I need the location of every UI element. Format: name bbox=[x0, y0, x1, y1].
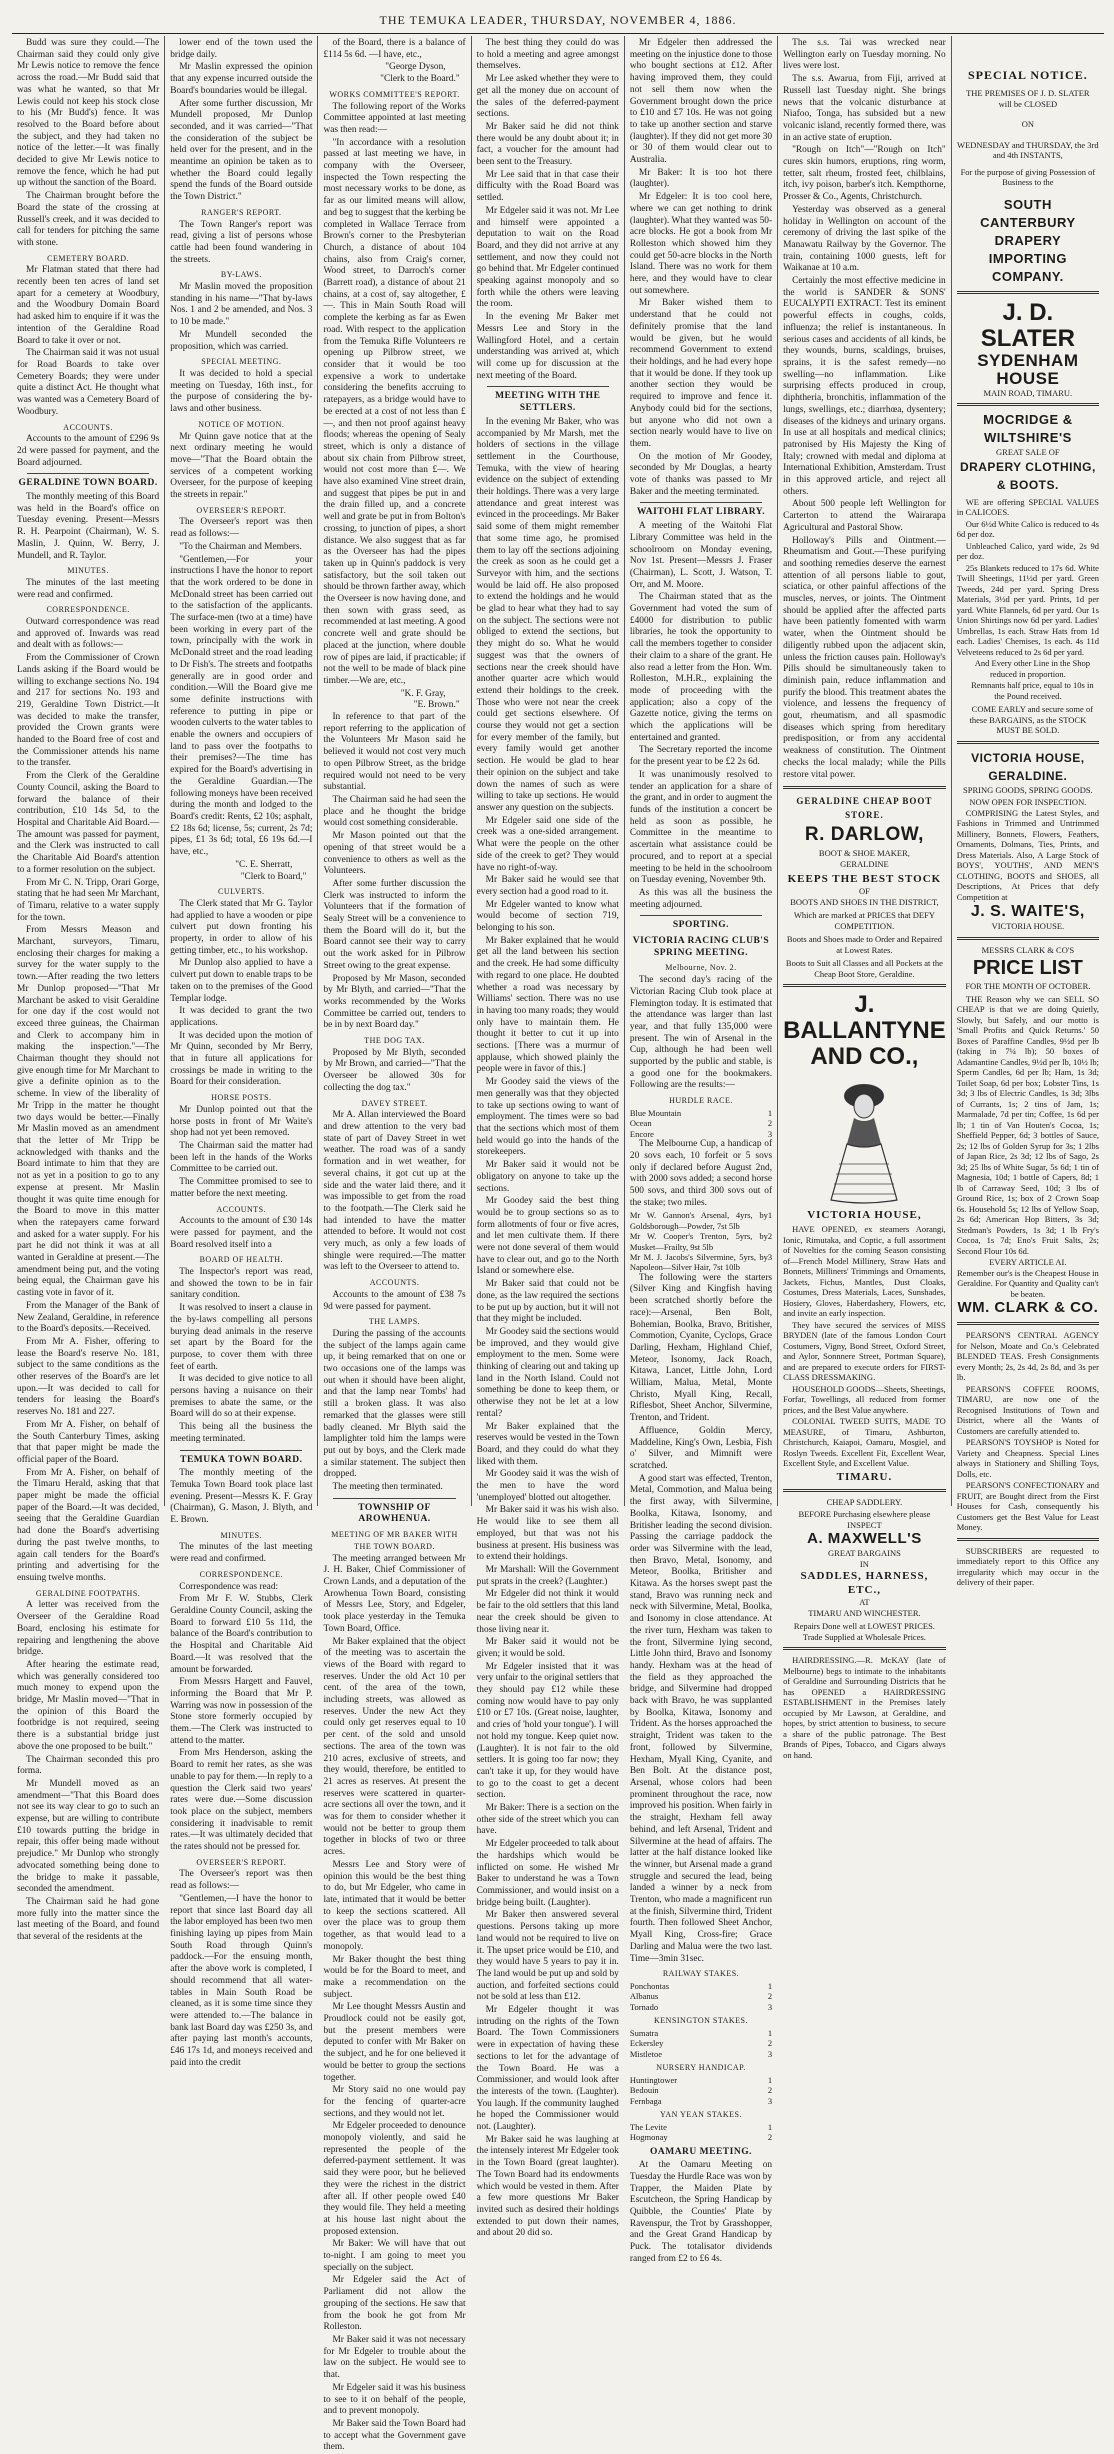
ad-text: MESSRS CLARK & CO'S bbox=[981, 944, 1075, 955]
paragraph: As this was all the business the meeting adjourned. bbox=[629, 887, 773, 910]
paragraph: From the Manager of the Bank of New Zealand, Geraldine, in reference to the Board's deposits.—Received. bbox=[17, 1300, 160, 1335]
paragraph: Mr Edgeler then addressed the meeting on the injustice done to those who bought sections at £12. After having improved them, they could not sell them now when the Government brought down the price to £10 and £7 10s. He was not going to take up another section and starve (laughter). If they did not get more 30 or 30 of them would clear out to Australia. bbox=[629, 38, 773, 166]
advert-pearson: PEARSON'S COFFEE ROOMS, TIMARU, are now one of the Recognised Institutions of Town and District, where all the Wants of Customers are carefully attended to. bbox=[956, 1383, 1099, 1436]
result-row: Hogmonay 2 bbox=[629, 2132, 773, 2143]
ad-text: Repairs Done well at LOWEST PRICES. bbox=[793, 1621, 935, 1632]
subheading: SPECIAL MEETING. bbox=[201, 357, 282, 367]
divider bbox=[783, 1489, 946, 1492]
subheading: RAILWAY STAKES. bbox=[662, 1969, 740, 1979]
ad-text: NOW OPEN FOR INSPECTION. bbox=[969, 797, 1087, 807]
paragraph: A good start was effected, Trenton, Metal, Commotion, and Malua being the first away, with Silvermine, Boolka, Kitawa, Isonomy, and Britisher leading the second division. Passing the carriage paddock the order was Silvermine with the lead, then Bravo, Metal, Isonomy, and Meteor, Boolka, Britisher and Kitawa. As the horses swept past the stand, Bravo was running neck and neck with Silvermine, Metal, Boolka, and Isonomy in close attendance. At the river turn, Hexham was taken to the front, Silvermine lying second, Little John third, Bravo and Isonomy handy. Hexham was at the head of the field as they approached the bridge, and Silvermine had dropped back with Bravo, he was supplanted by Boolka, Kitawa, Isonomy and Trident. As the horses approached the straight, Trident was taken to the front, followed by Silvermine, Hexham, Myall King, Cyanite, and Ben Bolt. At the distance post, Arsenal, whose colors had been prominent throughout the race, now improved his position. When fairly in the straight, Hexham fell away behind, and left Arsenal, Trident and Silvermine at the head of affairs. The latter at the half distance looked like the winner, but Arsenal made a grand struggle and secured the lead, being landed a winner by a neck from Trenton, who made a magnificent run at the finish, Silvermine third, Trident fourth. Then followed Sheet Anchor, Myall King, Cross-fire; Grace Darling and Malua were the two last. Time—3min 31sec. bbox=[629, 1473, 773, 1964]
ad-text: HAVE OPENED, ex steamers Aorangi, Ionic, Rimutaka, and Coptic, a full assortment of Novelties for the coming Season consisting of—French Model Millinery, Straw Hats and Bonnets, Milliners' Trimmings and Ornaments, Jackets, Fichus, Mantles, Dust Cloaks, Costumes, Dress Materials, Laces, Sunshades, Hosiery, Gloves, Haberdashery, Flowers, etc, and invite an early inspection. bbox=[783, 1224, 946, 1319]
subheading: THE LAMPS. bbox=[368, 1317, 421, 1327]
paragraph: Mr A. Allan interviewed the Board and drew attention to the very bad state of part of Davey Street in wet weather. The road was of a sandy formation and in wet weather, for several chains, it got cut up at the side and the water laid there, and it was impossible to get from the road to the footpath.—The Clerk said he had intended to have the matter attended to before. It would not cost very much, as only a few loads of shingle were required.—The matter was left to the Overseer to attend to. bbox=[323, 1110, 466, 1273]
result-row: Encore 3 bbox=[629, 1128, 773, 1139]
paragraph: Mr Baker thought the best thing would be for the Board to meet, and make a recommendation on the subject. bbox=[323, 1954, 466, 2000]
paragraph: The Overseer's report was then read as follows:— bbox=[170, 517, 313, 540]
result-row: The Levite 1 bbox=[629, 2121, 773, 2132]
subheading: NURSERY HANDICAP. bbox=[656, 2063, 746, 2073]
paragraph: The Chairman said he had gone more fully into the matter since the last meeting of the Board, and found that several of the residents at the bbox=[17, 1896, 160, 1943]
subheading: HORSE POSTS. bbox=[211, 1093, 272, 1103]
column-1 bbox=[12, 36, 165, 1943]
subheading: NOTICE OF MOTION. bbox=[198, 419, 285, 429]
paragraph: The Chairman seconded this pro forma. bbox=[17, 1754, 160, 1777]
subheading: CORRESPONDENCE. bbox=[46, 605, 130, 615]
ad-text: COME EARLY and secure some of these BARGAINS, as the STOCK MUST BE SOLD. bbox=[969, 704, 1094, 735]
paragraph: "Rough on Itch"—"Rough on Itch" cures skin humors, eruptions, ring worm, tetter, salt rheum, frosted feet, chilblains, itch, ivy poison, barber's itch. Kempthorne, Prosser & Co., Agents, Christchurch. bbox=[783, 145, 946, 203]
dateline: Melbourne, Nov. 2. bbox=[665, 963, 737, 973]
paragraph: Mr Baker then answered several questions. Persons taking up more land would not be required to live on it. The upset price would be £10, and they would have 5 years to pay it in. The land would be put up and sold by auction, and forfeited sections could not be sold at less than £12. bbox=[476, 1910, 619, 2003]
paragraph: of the Board, there is a balance of £114 5s 6d. —I have, etc., bbox=[323, 38, 466, 60]
paragraph: Mr Edgeler insisted that it was very unfair to the original settlers that they should pay £12 while these coming now would have to pay only £10 or £7 10s. (Great noise, laughter, and cries of 'hold your tongue'). I will not hold my tongue. Keep quiet now. (Laughter). It is not fair to the old settlers. It is going too far now; they can't take it up, for they would have to go to the coast to get a decent section. bbox=[476, 1661, 619, 1801]
ad-town: GERALDINE bbox=[840, 858, 889, 869]
paragraph: After some further discussion the Clerk was instructed to inform the Volunteers that if the formation of Sealy Street will be a convenience to them the Board will do it, but the Board cannot see their way to carry out the work asked for in Pilbrow Street owing to the great expense. bbox=[323, 878, 466, 971]
paragraph: Correspondence was read: bbox=[179, 1581, 279, 1592]
article-heading: TOWNSHIP OF AROWHENUA. bbox=[358, 1502, 431, 1525]
paragraph: The monthly meeting of the Temuka Town Board took place last evening. Present—Messrs K. F. Gray (Chairman), G. Mason, J. Blyth, and E. Brown. bbox=[170, 1468, 313, 1526]
paragraph: The Chairman said he had seen the place and he thought the bridge would cost something considerable. bbox=[323, 795, 466, 829]
paragraph: Mr Marshall: Will the Government put sprats in the creek? (Laughter.) bbox=[476, 1565, 619, 1587]
divider bbox=[27, 473, 149, 474]
advert-pearson: PEARSON'S CENTRAL AGENCY for Nelson, Moate and Co.'s Celebrated BLENDED TEAS. Fresh Consignments every Month; 2s, 2s 4d, 2s 8d, and 3s per lb. bbox=[956, 1330, 1099, 1382]
result-row: Mr W. Gannon's Arsenal, 4yrs, by Goldsborough—Powder, 7st 5lb 1 bbox=[629, 1210, 773, 1231]
paragraph: Accounts to the amount of £296 9s 2d were passed for payment, and the Board adjourned. bbox=[17, 434, 160, 468]
paragraph: Mr Baker said he did not think there would be any doubt about it; in fact, a voucher for the amount had been sent to the Treasury. bbox=[476, 121, 619, 168]
ad-text: DRAPERY CLOTHING, & BOOTS. bbox=[959, 459, 1096, 492]
paragraph: Messrs Lee and Story were of opinion this would be the best thing to do, but Mr Edgeler, who came in late, intimated that it would be better to keep the sections scattered. All over the place was to group them together, as that would lead to a monopoly. bbox=[323, 1859, 466, 1952]
result-row: Fernbaga 3 bbox=[629, 2095, 773, 2106]
paragraph: The Secretary reported the income for the present year to be £2 2s 6d. bbox=[629, 745, 773, 768]
signature: "C. E. Sherratt, bbox=[235, 859, 293, 870]
paragraph: It was unanimously resolved to tender an application for a share of the grant, and in order to augment the funds of the institution a concert be held as soon as possible, he Committee in the meantime to ascertain what assistance could be procured, and to report at a special meeting to be held in the schoolroom on Tuesday evening, November 9th. bbox=[629, 769, 773, 886]
ad-title: PRICE LIST bbox=[972, 957, 1083, 979]
paragraph: From Mr A. Fisher, on behalf of the South Canterbury Times, asking that that paper might be made the official paper of the Board. bbox=[17, 1419, 160, 1465]
paragraph: Mr Quinn gave notice that at the next ordinary meeting he would move—"That the Board obtain the services of a competent working Overseer, for the purpose of keeping the streets in repair." bbox=[170, 431, 313, 501]
divider bbox=[333, 1498, 455, 1499]
ad-text: OF bbox=[858, 886, 870, 897]
paragraph: The Inspector's report was read, and showed the town to be in fair sanitary condition. bbox=[170, 1267, 313, 1301]
column-7 bbox=[952, 36, 1104, 1587]
paragraph: lower end of the town used the bridge daily. bbox=[170, 38, 313, 60]
paragraph: Mr Edgeler said one side of the creek was a one-sided arrangement. What were the people on the other side of the creek to get? They would have no right-of-way. bbox=[476, 815, 619, 873]
divider bbox=[180, 1450, 302, 1451]
paragraph: From Mr A. Fisher, offering to lease the Board's reserve No. 181, subject to the same conditions as the other reserves of the Board's are let upon.—It was decided to call for tenders for leasing the Board's reserves No. 181 and 227. bbox=[17, 1336, 160, 1418]
paragraph: Mr Baker said it was not necessary for Mr Edgeler to trouble about the law on the subject. He would see to that. bbox=[323, 2335, 466, 2381]
advert-pearson: PEARSON'S TOYSHOP is Noted for Variety and Cheapness. Special Lines always in Stationery and Shilling Toys, Dolls, etc. bbox=[956, 1437, 1099, 1479]
subheading: WORKS COMMITTEE'S REPORT. bbox=[329, 89, 460, 99]
advert-pearson: PEARSON'S CONFECTIONARY and FRUIT, are Bought direct from the First Houses for Cash, consequently his Customers get the Best Value for Least Money. bbox=[956, 1480, 1099, 1532]
paragraph: Mr Baker: It is too hot there (laughter). bbox=[629, 167, 773, 190]
subheading: CORRESPONDENCE. bbox=[199, 1569, 283, 1579]
advert-darlow bbox=[783, 794, 946, 979]
divider bbox=[640, 502, 762, 503]
paragraph: From Mr F. W. Stubbs, Clerk Geraldine County Council, asking the Board to forward £10 5s 11d, the balance of the Board's contribution to the Hospital and Charitable Aid Board.—It was resolved that the amount be forwarded. bbox=[170, 1594, 313, 1675]
paragraph: Mr Edgeler said it was not. Mr Lee and himself were appointed a deputation to wait on the Road Board, and they did not arrive at any settlement, and now they could not go behind that. Mr Edgeler continued speaking against monopoly and so forth while the others were leaving the room. bbox=[476, 205, 619, 310]
ad-text: ON bbox=[1021, 119, 1034, 129]
ad-name: MOCRIDGE & WILTSHIRE'S bbox=[983, 412, 1073, 445]
paragraph: It was decided upon the motion of Mr Quinn, seconded by Mr Berry, that in future all applications for crossings be made in writing to the Board for their consideration. bbox=[170, 1030, 313, 1088]
ad-text: WE are offering SPECIAL VALUES in CALICOES. bbox=[956, 496, 1099, 517]
divider bbox=[783, 786, 946, 789]
ad-text: Our 6½d White Calico is reduced to 4s 6d per doz. bbox=[956, 518, 1099, 539]
masthead-title: THE TEMUKA LEADER, THURSDAY, NOVEMBER 4, 1886. bbox=[379, 13, 737, 27]
paragraph: Mr Baker said it would not be given; it would be sold. bbox=[476, 1637, 619, 1659]
ad-text: COMPRISING the Latest Styles, and Fashions in Trimmed and Untrimmed Millinery, Bonnets, Flowers, Feathers, Ornaments, Dolmans, Ties, Prints, and Dress Materials. Also, A Large Stock of BOYS', YOUTHS', AND MEN'S CLOTHING, BOOTS and SHOES, all Descriptions, At Prices that defy Competition at bbox=[956, 807, 1099, 902]
paragraph: Accounts to the amount of £30 14s were passed for payment, and the Board resolved itself into a bbox=[170, 1216, 313, 1250]
paragraph: The s.s. Tai was wrecked near Wellington early on Tuesday morning. No lives were lost. bbox=[783, 38, 946, 72]
paragraph: After some further discussion, Mr Mundell proposed, Mr Dunlop seconded, and it was carried—"That the consideration of the subject be held over for the present, and in the meantime an opinion be taken as to whether the Board could legally spend the funds of the Board outside the Town District." bbox=[170, 98, 313, 203]
subheading: GERALDINE FOOTPATHS. bbox=[35, 1588, 141, 1598]
results-yanyean bbox=[630, 2122, 772, 2143]
subheading: CEMETERY BOARD. bbox=[47, 253, 130, 263]
paragraph: From the Clerk of the Geraldine County Council, asking the Board to forward the balance of their contribution, £10 14s 5d, to the Hospital and Charitable Aid Board.—The amount was passed for payment, and the Clerk was instructed to call the Charitable Aid Board's attention to a former resolution on the subject. bbox=[17, 771, 160, 875]
paragraph: Mr Baker said he would see that every section had a good road to it. bbox=[476, 875, 619, 897]
divider bbox=[783, 984, 946, 987]
ad-text: They have secured the services of MISS BRYDEN (late of the famous London Court Costumers, Vigny, Bond Street, Oxford Street, and Aylor, Sonnnere Street, Portman Square), and are prepared to execute orders for FIRST-CLASS DRESSMAKING. bbox=[783, 1319, 946, 1383]
ad-text: 25s Blankets reduced to 17s 6d. White Twill Sheetings, 11½d per yard. Green Tweeds, 24d per yard. Spring Dress Materials, 3½d per yard. Prints, 1d per yard. White Flannels, 6d per yard. Our 1s Union Shirtings now 6d per yard. Ladies' Umbrellas, 1s each. Straw Hats from 1d each. Ladies' Chemises, 1s each. 4s 11d Velveteens reduced to 2s 6d per yard. bbox=[956, 562, 1099, 657]
paragraph: The Chairman said the matter had been left in the hands of the Works Committee to be carried out. bbox=[170, 1140, 313, 1175]
advert-mocridge bbox=[957, 411, 1099, 736]
paragraph: In the evening Mr Baker met Messrs Lee and Story in the Wallingford Hotel, and a certain understanding was arrived at, which will come up for discussion at the next meeting of the Board. bbox=[476, 312, 619, 381]
article-heading: TEMUKA TOWN BOARD. bbox=[180, 1454, 303, 1465]
paragraph: Mr Goodey said the best thing would be to group sections so as to form allotments of four or five acres, and let men cultivate them. If there were not done several of them would have to clear out, and go to the North Island or somewhere else. bbox=[476, 1196, 619, 1277]
divider bbox=[957, 1322, 1099, 1325]
paragraph: At the Oamaru Meeting on Tuesday the Hurdle Race was won by Trapper, the Maiden Plate by Escutcheon, the Spring Handicap by Quibble, the Counties' Plate by Ravenspur, the Trot by Grasshopper, and the Great Grand Handicap by Puck. The totalisator dividends ranged from £2 to £6 4s. bbox=[629, 2160, 773, 2264]
lady-illustration-icon bbox=[819, 1074, 909, 1204]
ad-text: HOUSEHOLD GOODS—Sheets, Sheetings, Forfar, Towellings, all reduced from former prices, and the Best Value anywhere. bbox=[783, 1383, 946, 1415]
paragraph: It was decided to grant the two applications. bbox=[170, 1006, 313, 1028]
subscribers-notice: SUBSCRIBERS are requested to immediately report to this Office any irregularity which may occur in the delivery of their paper. bbox=[956, 1545, 1099, 1587]
subheading: MEETING OF MR BAKER WITH THE TOWN BOARD. bbox=[331, 1530, 458, 1551]
paragraph: Proposed by Mr Mason, seconded by Mr Blyth, and carried—"That the works recommended by the Works Committee be carried out, tenders to be in by next Board day." bbox=[323, 973, 466, 1031]
advert-victoria-house bbox=[957, 749, 1099, 932]
paragraph: A meeting of the Waitohi Flat Library Committee was held in the schoolroom on Monday evening, Nov 1st. Present—Messrs J. Fraser (Chairman), L. Scott, J. Watson, T. Orr, and M. Moore. bbox=[629, 521, 773, 590]
subheading: YAN YEAN STAKES. bbox=[660, 2110, 742, 2119]
paragraph: The minutes of the last meeting were read and confirmed. bbox=[170, 1542, 313, 1565]
ad-text: Remember our's is the Cheapest House in Geraldine. For Quantity and Quality can't be beaten. bbox=[956, 1267, 1099, 1299]
paragraph: Mr Edgeler: It is too cool here, where we can get nothing to drink (laughter). What they wanted was 50-acre blocks. He got a book from Mr Rolleston which showed him they could get 50-acre blocks in the North Island. There was no work for them here, and they would have to clear out somewhere. bbox=[629, 192, 773, 296]
ad-text: WEDNESDAY and THURSDAY, the 3rd and 4th INSTANTS, bbox=[957, 139, 1099, 160]
article-heading: GERALDINE TOWN BOARD. bbox=[18, 478, 158, 489]
paragraph: "Gentlemen,—I have the honor to report that since last Board day all the labor employed has been two men finishing laying up pipes from Main South Road through Quinn's paddock.—For the ensuing month, after the above work is completed, I should recommend that all water-tables in Main South Road be cleaned, as it is some time since they were attended to.—The balance in bank last Board day was £250 3s, and after paying last month's accounts, £46 17s 1d, and moneys received and paid into the credit bbox=[170, 1893, 313, 2068]
paragraph: The Committee promised to see to matter before the next meeting. bbox=[170, 1177, 313, 1199]
paragraph: Mr Dunlop also applied to have a culvert put down to enable traps to be taken on to the premises of the Good Templar lodge. bbox=[170, 958, 313, 1004]
paragraph: Mr Edgeler proceeded to denounce monopoly violently, and said he represented the people of the deferred-payment settlement. It was said they were poor, but he believed they were the richest in the district after all. If other people owed £40 they would file. They held a meeting at his house last night about the proposed extension. bbox=[323, 2121, 466, 2237]
result-row: Eckersley 2 bbox=[629, 2038, 773, 2049]
result-row: Albanus 2 bbox=[629, 1991, 773, 2002]
paragraph: The following were the starters (Silver King and Kingfish having been scratched shortly before the race):—Arsenal, Ben Bolt, Bohemian, Boolka, Bravo, Britisher, Commotion, Cyanite, Cyclops, Grace Darling, Hexham, Highland Chief, Meteor, Isonomy, Jack Roach, Kitawa, Lancet, Little John, Lord William, Malua, Metal, Monte Christo, Myall King, Recall, Riflesbot, Sheet Anchor, Silvermine, Trenton, and Trident. bbox=[629, 1272, 773, 1424]
columns bbox=[12, 36, 1104, 2453]
paragraph: It was resolved to insert a clause in the by-laws compelling all persons burying dead animals in the reserve set apart by the Board for the purpose, to cover them with three feet of earth. bbox=[170, 1303, 313, 1372]
paragraph: Mr Mason pointed out that the opening of that street would be a convenience to others as well as the Volunteers. bbox=[323, 831, 466, 877]
ad-town: TIMARU. bbox=[836, 1470, 893, 1483]
result-row: Ponchontas 1 bbox=[629, 1980, 773, 1991]
paragraph: The Town Ranger's report was read, giving a list of persons whose cattle had been found wandering in the streets. bbox=[170, 219, 313, 265]
paragraph: Mr Baker said he was laughing at the intensely interest Mr Edgeler took in the Town Board (great laughter). The Town Board had its endowments which would be vested in them. After a few more questions Mr Baker invited such as desired their holdings extended to put down their names, and about 20 did so. bbox=[476, 2134, 619, 2239]
ad-name: R. DARLOW, bbox=[804, 824, 924, 846]
ad-text: Unbleached Calico, yard wide, 2s 9d per doz. bbox=[956, 540, 1099, 561]
ad-text: THE Reason why we can SELL SO CHEAP is that we are doing Quietly, Slowly, but Safely, and our motto is 'Small Profits and Quick Returns.' 50 Boxes of Paraffine Candles, 9½d per lb (taking in 7¼ lb); 50 boxes of Adamantine Candles, 9½d per lb, 10½ lb; Sperm Candles, 6d per lb; Ham, 1s 3d; Toilet Soap, 6d per box; Lobster Tins, 1s 3d; 3 lbs of Electric Candles, 1s 3d; 3lbs of Currants, 1s; 2 tins of Jam, 1s; Marmalade, 7d per tin; Coffee, 1s 6d per lb; 1 tin of Van Houten's Cocoa, 1s; Sheffield Pepper, 6d; 3 bottles of Sauce, 2s; 12 lbs of Golden Syrup for 3s; 1 2lbs of Japan Rice, 2s 3d; 12 lbs of Sago, 2s 3d; 25 lbs of White Sugar, 5s 6d; 1 tin of Magnesia, 10d; 1 bottle of Capers, 8d; 1 lb of Carraway Seed, 10d; 3 lbs of Ground Rice, 1s; box of 2 Crown Soap 6s. Household 5s; 12 lbs of Yellow Soap, 2s 6d; American Hop Bitters, 3s 3d; Stedman's Powders, 1s 3d; 1 lb Fry's Cocoa, 1s 7d; Eno's Fruit Salts, 2s; Second Flour 10s 6d. bbox=[956, 993, 1099, 1256]
advert-special-notice bbox=[957, 68, 1099, 286]
ad-owner: J. S. WAITE'S, bbox=[970, 903, 1085, 920]
ad-house: VICTORIA HOUSE. bbox=[991, 921, 1065, 931]
signature: "George Dyson, bbox=[385, 62, 446, 73]
ad-text: EVERY ARTICLE AI. bbox=[989, 1257, 1067, 1267]
paragraph: Mr Maslin expressed the opinion that any expense incurred outside the Board's boundaries would be illegal. bbox=[170, 62, 313, 96]
paragraph: Mr Goodey said the sections would be improved, and they would give employment to the men. Some were thinking of clearing out and taking up land in the North Island. Could not something be done to keep them, or otherwise they not be let at a low rental? bbox=[476, 1326, 619, 1419]
paragraph: The following report of the Works Committee appointed at last meeting was then read:— bbox=[323, 101, 466, 135]
paragraph: A letter was received from the Overseer of the Geraldine Road Board, enclosing his estimate for repairing and lengthening the above bridge. bbox=[17, 1600, 160, 1658]
paragraph: Mr Edgeler said it was his business to see to it on behalf of the people, and to prevent monopoly. bbox=[323, 2382, 466, 2417]
ad-text: FOR THE MONTH OF OCTOBER. bbox=[965, 981, 1091, 991]
subheading: RANGER'S REPORT. bbox=[201, 207, 282, 217]
paragraph: Mr Edgeler said the Act of Parliament did not allow the grouping of the sections. He saw that from the book he got from Mr Rolleston. bbox=[323, 2275, 466, 2333]
article-heading: SPORTING. bbox=[672, 920, 730, 931]
ad-text: Boots to Suit all Classes and all Pockets at the Cheap Boot Store, Geraldine. bbox=[785, 958, 943, 979]
ad-text: TIMARU AND WINCHESTER. bbox=[808, 1607, 921, 1618]
paragraph: Affluence, Goldin Mercy, Maddeline, King's Own, Lesbia, Fish o' Silver, and Mimnift were scratched. bbox=[629, 1425, 773, 1471]
ad-text: THE PREMISES OF J. D. SLATER bbox=[966, 88, 1090, 98]
subheading: BOARD OF HEALTH. bbox=[199, 1255, 284, 1265]
advert-clark bbox=[957, 945, 1099, 1318]
subheading: BY-LAWS. bbox=[220, 270, 262, 280]
result-row: Bedouin 2 bbox=[629, 2085, 773, 2096]
paragraph: During the passing of the accounts the subject of the lamps again came up, it being remarked that on one or two occasions one of the lamps was out when it should have been alight, and that the lamp near Tombs' had still a broken glass. It was also remarked that the glasses were still badly cleaned. Mr Blyth said the lamplighter told him the lamps were put out by boys, and the Clerk made a similar statement. The subject then dropped. bbox=[323, 1328, 466, 1480]
results-nursery bbox=[630, 2075, 772, 2106]
divider bbox=[487, 386, 609, 387]
article-heading: WAITOHI FLAT LIBRARY. bbox=[636, 507, 766, 518]
ad-name: J. D. SLATER bbox=[980, 298, 1075, 352]
paragraph: The s.s. Awarua, from Fiji, arrived at Russell last Tuesday night. She brings news that the volcanic disturbance at Niafoo, Tonga, has subsided but a new volcanic island, recently formed there, was in an active state of eruption. bbox=[783, 74, 946, 143]
paragraph: Mr Baker said it was his wish also. He would like to see them all employed, but that was not his business at present. His business was to extend their holdings. bbox=[476, 1505, 619, 1563]
signature: "Clerk to the Board." bbox=[380, 74, 460, 85]
paragraph: On the motion of Mr Goodey, seconded by Mr Douglas, a hearty vote of thanks was passed to Mr Baker and the meeting terminated. bbox=[629, 451, 773, 497]
subheading: ACCOUNTS. bbox=[63, 422, 113, 432]
paragraph: Mr Edgeler did not think it would be fair to the old settlers that this land near the creek should be given to those living near it. bbox=[476, 1589, 619, 1635]
paragraph: Mr Lee said that in that case their difficulty with the Road Board was settled. bbox=[476, 169, 619, 204]
divider bbox=[957, 741, 1099, 744]
paragraph: Mr Edgeler wanted to know what would become of section 719, belonging to his son. bbox=[476, 899, 619, 934]
divider bbox=[957, 291, 1099, 294]
ad-house: SYDENHAM HOUSE bbox=[977, 350, 1079, 388]
paragraph: Mr Baker: There is a section on the other side of the street which you can have. bbox=[476, 1803, 619, 1837]
paragraph: Mr Dunlop pointed out that the horse posts in front of Mr Waite's shop had not yet been removed. bbox=[170, 1104, 313, 1139]
paragraph: Mr Baker said the Town Board had to accept what the Government gave them. bbox=[323, 2418, 466, 2453]
results-kensington bbox=[630, 2028, 772, 2059]
divider bbox=[640, 915, 762, 916]
masthead bbox=[12, 8, 1104, 34]
result-row: Blue Mountain 1 bbox=[629, 1107, 773, 1118]
paragraph: From Mr A. Fisher, on behalf of the Timaru Herald, asking that that paper might be made the official paper of the Board.—It was decided, seeing that the Geraldine Guardian had done the Board's advertising during the past twelve months, to again call tenders for the Board's printing and advertising for the ensuing twelve months. bbox=[17, 1467, 160, 1583]
ad-text: GREAT BARGAINS bbox=[828, 1548, 901, 1559]
paragraph: Mr Baker explained that the reserves would be vested in the Town Board, and they could do what they liked with them. bbox=[476, 1421, 619, 1467]
paragraph: The meeting then terminated. bbox=[332, 1482, 443, 1493]
paragraph: Mr Baker wished them to understand that he could not definitely promise that the land would be given, but he would recommend Government to extend their holdings, and he had every hope that it would be done. If they took up another section they would be required to improve and fence it. Anybody could bid for the sections, but anyone who did not own a section nearly would have to live on them. bbox=[629, 298, 773, 449]
paragraph: From Messrs Hargett and Fauvel, informing the Board that Mr P. Warring was now in possession of the Stone store formerly occupied by them.—The Clerk was instructed to attend to the matter. bbox=[170, 1677, 313, 1746]
column-5 bbox=[625, 36, 778, 2264]
ad-text: Trade Supplied at Wholesale Prices. bbox=[802, 1631, 926, 1642]
paragraph: Mr Lee asked whether they were to get all the money due on account of the sales of the deferred-payment sections. bbox=[476, 74, 619, 120]
paragraph: Mr Baker explained that the object of the meeting was to ascertain the views of the Board with regard to reserves. Under the old Act 10 per cent. of the area of the town, including streets, was allowed as reserves. Under the new Act they could only get reserves equal to 10 per cent. of the sold and unsold sections. The area of the town was 210 acres, exclusive of streets, and they would, therefore, be entitled to 21 acres as reserves. At present the reserves were scattered in quarter-acre sections all over the town, and it was for them to consider whether it would not be better to group them together in blocks of two or three acres. bbox=[323, 1636, 466, 1858]
paragraph: Mr Story said no one would pay for the fencing of quarter-acre sections, and they would not let. bbox=[323, 2085, 466, 2119]
paragraph: The minutes of the last meeting were read and confirmed. bbox=[17, 577, 160, 600]
paragraph: From Mrs Henderson, asking the Board to remit her rates, as she was unable to pay for them.—In reply to a question the Clerk said two years' rates were due.—Some discussion took place on the subject, members considering it inadvisable to remit rates.—It was ultimately decided that the rates should not be pressed for. bbox=[170, 1748, 313, 1853]
paragraph: Mr Edgeler thought it was intruding on the rights of the Town Board. The Town Commissioners were in expectation of having these sections to let for the advantage of the Town Board. He was a Commissioner, and would look after the interests of the town. (Laughter). You laugh. If the community laughed he hoped the Commissioner would not. (Laughter). bbox=[476, 2005, 619, 2133]
ad-text: COLONIAL TWEED SUITS, MADE TO MEASURE, of Timaru, Ashburton, Christchurch, Kaiapoi, Oamaru, Mosgiel, and Roslyn Tweeds. Excellent Fit, Excellent Wear, Excellent Style, and Excellent Value. bbox=[783, 1416, 946, 1469]
paragraph: Mr Goodey said it was the wish of the men to have the word 'unemployed' blotted out altogether. bbox=[476, 1469, 619, 1503]
paragraph: The Melbourne Cup, a handicap of 20 sovs each, 10 forfeit or 5 sovs only if declared before August 2nd, with 2000 sovs added; a second horse 500 sovs, and third 300 sovs out of the stake; two miles. bbox=[629, 1139, 773, 1208]
paragraph: Accounts to the amount of £38 7s 9d were passed for payment. bbox=[323, 1289, 466, 1312]
ad-text: SPRING GOODS, SPRING GOODS. bbox=[963, 784, 1093, 795]
subheading: MINUTES. bbox=[220, 1530, 263, 1540]
paragraph: From Messrs Meason and Marchant, surveyors, Timaru, enclosing their charges for making a survey for the water supply to the town.—After reading the two letters Mr Dunlop proposed—"That Mr Marchant be asked to visit Geraldine for one day if the cost would not exceed three guineas, the Chairman and Clerk to accompany him in making the inspection."—The Chairman thought they should not give enough time for Mr Marchant to give a definite opinion as to the scheme. In view of the liberality of Mr Tripp in the matter he thought two days would be better.—Finally Mr Maslin moved as an amendment that the letter of Mr Tripp be acknowledged with thanks and the Board intimate to him that they are not as yet in a position to go to any expense at present. Mr Maslin thought it was quite time enough for the Board to move in this matter when the ratepayers came forward and asked for a water supply. For his part he did not think it was at all wanted in Geraldine at present.—The amendment being put, and the voting being equal, the Chairman gave his casting vote in favor of it. bbox=[17, 925, 160, 1299]
column-4 bbox=[472, 36, 625, 2239]
ad-company: SOUTH CANTERBURY DRAPERY IMPORTING COMPANY. bbox=[980, 196, 1076, 284]
result-row: Mistletoe 3 bbox=[629, 2048, 773, 2059]
results-railway bbox=[630, 1981, 772, 2012]
paragraph: Holloway's Pills and Ointment.—Rheumatism and Gout.—These purifying and soothing remedies deserve the earnest attention of all persons liable to gout, sciatica, or other painful affections of the muscles, nerves, or joints. The Ointment should be applied after the affected parts have been patiently fomented with warm water, when the Ointment should be diligently rubbed upon the adjacent skin, unless the friction causes pain. Holloway's Pills should be simultaneously taken to diminish pain, reduce inflammation and purify the blood. This treatment abates the violence, and lessens the frequency of gout, rheumatism, and all spasmodic diseases which spring from hereditary predisposition, or from any accidental weakness of constitution. The Ointment checks the local malady; while the Pills restore vital power. bbox=[783, 535, 946, 780]
ad-text: IN bbox=[859, 1558, 869, 1569]
ad-text: SADDLES, HARNESS, ETC., bbox=[800, 1570, 929, 1597]
paragraph: "In accordance with a resolution passed at last meeting we have, in company with the Overseer, inspected the Town respecting the most necessary works to be done, as far as our limited means will allow, and beg to suggest that the kerbing be completed in Wallace Terrace from Brown's corner to the Presbyterian Church, a distance of about 104 chains, also from Craig's corner, Wood street, to Darroch's corner (Barrett road), a distance of about 21 chains, at a cost of, say altogether, £—. This in Main South Road will complete the kerbing as far as Ewen road. With respect to the application from the Temuka Rifle Volunteers re opening up Pilbrow street, we consider that it would be too expensive a work to undertake considering the benefits accruing to ratepayers, as a bridge would have to be erected at a cost of not less than £—, and then not proof against heavy floods; whereas the opening of Sealy street, which is only a distance of about six chain from Pilbrow street, would not cost more than £—. We have also examined Vine street drain, and suggest that pipes be put in and the drain filled up, and a concrete well and grate be put in from Bolton's crossing, to junction of pipes, a short distance. We also suggest that as far as the Overseer has had the pipes taken up in Quinn's paddock is very satisfactory, but the soil taken out should be thrown farther away, which the Overseer is now having done, and then sown with grass seed, as recommended at last meeting. A good concrete well and grate should be placed at the junction, where double row of pipes are laid, if practicable; if not the well to be made of black pine timber.—We are, etc., bbox=[323, 137, 466, 686]
divider bbox=[957, 937, 1099, 940]
paragraph: Mr Baker: We will have that out to-night. I am going to meet you specially on the subject. bbox=[323, 2239, 466, 2273]
article-heading: OAMARU MEETING. bbox=[649, 2146, 752, 2157]
paragraph: Budd was sure they could.—The Chairman said they could only give Mr Lewis notice to remove the fence across the road.—Mr Budd said that was what he wanted, so that Mr Lewis could not keep his stock close to his (Mr Budd's) fence. It was resolved to the Board before about the subject, and they had taken no notice of the letter.—It was finally decided to give Mr Lewis notice to remove the fence, which he had put up without the sanction of the Board. bbox=[17, 38, 160, 189]
paragraph: Mr Mundell moved as an amendment—"That this Board does not see its way clear to go to such an expense, but are willing to contribute £10 towards putting the bridge in repair, this offer being made without prejudice." Mr Dunlop who strongly advocated something being done to the bridge to make it passable, seconded the amendment. bbox=[17, 1778, 160, 1895]
paragraph: Certainly the most effective medicine in the world is SANDER & SONS' EUCALYPTI EXTRACT. Test its eminent powerful effects in coughs, colds, influenza; the relief is instantaneous. In serious cases and accidents of all kinds, be they wounds, burns, scaldings, bruises, sprains, it is the safest remedy—no swelling—no inflammation. Like surprising effects produced in croup, diphtheria, bronchitis, inflammation of the lungs, swellings, etc.; diarrhœa, dysentery; diseases of the kidneys and urinary organs. In use at all hospitals and medical clinics; patronised by His Majesty the King of Italy; crowned with medal and diploma at International Exhibition, Amsterdam. Trust in this approved article, and reject all others. bbox=[783, 276, 946, 497]
paragraph: The Clerk stated that Mr G. Taylor had applied to have a wooden or pipe culvert put down fronting his property, in order to allow of his getting timber, etc., to his workshop. bbox=[170, 898, 313, 956]
results-hurdle bbox=[630, 1108, 772, 1139]
ad-heading: SPECIAL NOTICE. bbox=[968, 68, 1088, 82]
ad-text: GREAT SALE OF bbox=[996, 447, 1060, 457]
paragraph: Mr Baker explained that he would get all the land between his section and the creek. He had some difficulty with regard to one place. He doubted whether a road was necessary by Williams' section. There was no use in having too many roads; they would only have to maintain them. He thought it better to cut it up into sections. [There was a murmur of applause, which showed plainly the people were in favor of this.] bbox=[476, 935, 619, 1075]
signature: "E. Brown." bbox=[413, 700, 460, 711]
ad-text: BOOTS AND SHOES IN THE DISTRICT, bbox=[790, 896, 939, 907]
ad-text: Boots and Shoes made to Order and Repaired at Lowest Rates. bbox=[786, 934, 942, 955]
paragraph: The second day's racing of the Victorian Racing Club took place at Flemington today. It is estimated that the attendance was larger than last year, and that fully 135,000 were present. The win of Arsenal in the Cup, although he had been well supported by the public and stable, is a good one for the bookmakers. Following are the results:— bbox=[629, 975, 773, 1091]
divider bbox=[957, 403, 1099, 406]
paragraph: From the Commissioner of Crown Lands asking if the Board would be willing to exchange sections No. 194 and 217 for sections No. 193 and 219, Geraldine Town District.—It was decided to make the transfer, provided the Crown grants were handed to the Board free of cost and the Commissioner attends his name to the transfer. bbox=[17, 653, 160, 769]
column-3 bbox=[318, 36, 471, 2453]
result-row: Mr M. J. Jacobs's Silvermine, 5yrs, by Napoleon—Silver Hair, 7st 10lb 3 bbox=[629, 1251, 773, 1273]
paragraph: Mr Flatman stated that there had recently been ten acres of land set apart for a cemetery at Woodbury, and the Woodbury Domain Board had asked him to enquire if it was the intention of the Geraldine Road Board to take it over or not. bbox=[17, 265, 160, 346]
column-2 bbox=[165, 36, 318, 2068]
paragraph: The Chairman brought before the Board the state of the crossing at Russell's creek, and it was decided to call for tenders for pitching the same with stone. bbox=[17, 191, 160, 248]
paragraph: The Chairman said it was not usual for Road Boards to take over Cemetery Boards; they were under quite a distinct Act. He thought what was wanted was a Cemetery Board of Woodbury. bbox=[17, 348, 160, 417]
ad-text: For the purpose of giving Possession of Business to the bbox=[960, 166, 1096, 187]
paragraph: From Mr C. N. Tripp, Orari Gorge, stating that he had seen Mr Marchant, of Timaru, relative to a water supply for the town. bbox=[17, 877, 160, 923]
ad-heading: GERALDINE CHEAP BOOT STORE. bbox=[796, 796, 933, 821]
subheading: ACCOUNTS. bbox=[216, 1204, 267, 1214]
ad-text: And Every other Line in the Shop reduced in proportion. bbox=[974, 658, 1090, 679]
ad-text: KEEPS THE BEST STOCK bbox=[787, 873, 942, 886]
ad-text: will be CLOSED bbox=[998, 98, 1058, 109]
ad-name: J. BALLANTYNE AND CO., bbox=[783, 991, 946, 1071]
signature: "Clerk to Board," bbox=[240, 871, 307, 882]
divider bbox=[957, 1538, 1099, 1541]
paragraph: Outward correspondence was read and approved of. Inwards was read and dealt with as follows:— bbox=[17, 617, 160, 651]
paragraph: In reference to that part of the report referring to the application of the Volunteers Mr Mason said he believed it would not cost very much to open Pilbrow Street, as the bridge required would not need to be very substantial. bbox=[323, 712, 466, 793]
paragraph: Mr Lee thought Messrs Austin and Proudlock could not be easily got, but the present members were deputed to confer with Mr Baker on the subject, and he for one believed it would be better to group the sections together. bbox=[323, 2002, 466, 2083]
subheading: ACCOUNTS. bbox=[369, 1278, 420, 1288]
paragraph: The monthly meeting of this Board was held in the Board's office on Tuesday evening. Present—Messrs R. H. Pearpoint (Chairman), W. S. Maslin, J. Quinn, W. Berry, J. Mundell, and R. Taylor. bbox=[17, 492, 160, 561]
paragraph: "Gentlemen,—For your instructions I have the honor to report that the work ordered to be done in McDonald street has been carried out to the satisfaction of the applicants. The surface-men (two at a time) have been working in every part of the town, principally with the work in McDonald street and the road leading to Dr Fish's. The streets and footpaths generally are in good order and condition.—Will the Board give me some definite instructions with reference to putting in pipe or wooden culverts to the water tables to enable the owners and occupiers of land to pass over the footpaths to their premises?—The time has expired for the Board's advertising in the Geraldine Guardian.—The following moneys have been received during the month and lodged to the Board's credit: Rents, £2 10s; asphalt, £2 18s 6d; license, 5s; current, 2s 7d; pipes, £1 3s 6d; total, £6 19s 6d.—I have, etc., bbox=[170, 554, 313, 858]
paragraph: In the evening Mr Baker, who was accompanied by Mr Marsh, met the holders of sections in the village settlement in the Courthouse, Temuka, with the view of hearing evidence on the subject of extending their holdings. There was a very large attendance and great interest was evinced in the proceedings. Mr Baker said some of them might remember that some time ago, he promised them to lay off the sections adjoining the creek as soon as he could get a Surveyor with him, and the sections would be laid off. He also proposed to extend the holdings and he would be glad to hear what they had to say on the subject. The sections were not obliged to extend the sections, but they might do so. What he would suggest was that the owners of sections near the creek should have another quarter acre which would extend their holdings to the creek. Those who were not near the creek could get sections elsewhere. Of course they would not get a section for every member of the family, but every family would get another section. He would be glad to hear their opinion on the subject and take down the names of such as were willing to take up sections. He would answer any question on the subjects. bbox=[476, 416, 619, 813]
paragraph: Yesterday was observed as a general holiday in Wellington on account of the ceremony of driving the last spike of the Manawatu Railway by the Governor. The train, containing 1000 guests, left for Waikanae at 10 a.m. bbox=[783, 204, 946, 274]
advert-hairdressing: HAIRDRESSING.—R. McKAY (late of Melbourne) begs to intimate to the inhabitants of Geraldine and Surrounding Districts that he has OPENED a HAIRDRESSING ESTABLISHMENT in the Premises lately occupied by Mr Lawson, at Geraldine, and hopes, by strict attention to business, to secure a share of the public patronage. The Best Brands of Pipes, Tobacco, and Cigars always on hand. bbox=[783, 1655, 946, 1760]
ad-text: Remnants half price, equal to 10s in the Pound received. bbox=[971, 680, 1094, 701]
paragraph: Mr Baker said it would not be obligatory on anyone to take up the sections. bbox=[476, 1160, 619, 1194]
ad-house: VICTORIA HOUSE, bbox=[807, 1209, 922, 1222]
paragraph: The Chairman stated that as the Government had voted the sum of £4000 for distribution to public libraries, he took the opportunity to call the members together to consider their claim to a share of the grant. He also read a letter from the Hon. Wm. Rolleston, M.H.R., explaining the mode of proceeding with the application; also a copy of the Gazette notice, giving the terms on which the applications will be entertained and granted. bbox=[629, 592, 773, 743]
column-6 bbox=[778, 36, 952, 1760]
subheading: THE DOG TAX. bbox=[364, 1036, 425, 1046]
advert-maxwell bbox=[783, 1497, 946, 1643]
result-row: Ocean 2 bbox=[629, 1118, 773, 1129]
results-cup bbox=[630, 1210, 772, 1272]
paragraph: Mr Goodey said the views of the men generally was that they objected to take up sections owing to want of employment. The times were so bad that the sections which most of them held would go into the hands of the storekeepers. bbox=[476, 1077, 619, 1158]
paragraph: After hearing the estimate read, which was generally considered too much money to expend upon the bridge, Mr Maslin moved—"That in the opinion of this Board the footbridge is not required, seeing there is a substantial bridge just above the one proposed to be built." bbox=[17, 1659, 160, 1752]
advert-ballantyne bbox=[783, 992, 946, 1484]
subheading: MINUTES. bbox=[67, 566, 109, 576]
ad-heading: CHEAP SADDLERY. bbox=[826, 1496, 903, 1507]
article-heading: MEETING WITH THE SETTLERS. bbox=[495, 391, 601, 414]
subheading: CULVERTS. bbox=[218, 887, 265, 897]
paragraph: Proposed by Mr Blyth, seconded by Mr Brown, and carried—"That the Overseer be allowed 30s for collecting the dog tax." bbox=[323, 1047, 466, 1093]
result-row: Sumatra 1 bbox=[629, 2027, 773, 2038]
subheading: KENSINGTON STAKES. bbox=[653, 2016, 748, 2026]
subheading: OVERSEER'S REPORT. bbox=[196, 505, 287, 515]
advert-slater bbox=[957, 300, 1099, 399]
ad-owner: WM. CLARK & CO. bbox=[957, 1299, 1099, 1316]
ad-trade: BOOT & SHOE MAKER, bbox=[818, 848, 910, 859]
paragraph: The meeting arranged between Mr J. H. Baker, Chief Commissioner of Crown Lands, and a deputation of the Arowhenua Town Board, consisting of Messrs Lee, Story, and Edgeler, took place yesterday in the Temuka Town Board, Office. bbox=[323, 1553, 466, 1634]
ad-address: MAIN ROAD, TIMARU. bbox=[983, 387, 1073, 398]
subheading: HURDLE RACE. bbox=[669, 1096, 733, 1106]
paragraph: This being all the business the meeting terminated. bbox=[170, 1422, 313, 1444]
paragraph: It was decided to hold a special meeting on Tuesday, 16th inst., for the purpose of considering the by-laws and other business. bbox=[170, 368, 313, 415]
ad-name: VICTORIA HOUSE, GERALDINE. bbox=[971, 750, 1085, 783]
paragraph: The Overseer's report was then read as follows:— bbox=[170, 1869, 313, 1892]
paragraph: The best thing they could do was to hold a meeting and agree amongst themselves. bbox=[476, 38, 619, 72]
paragraph: Mr Mundell seconded the proposition, which was carried. bbox=[170, 329, 313, 352]
result-row: Mr W. Cooper's Trenton, 5yrs, by Musket—Frailty, 9st 5lb 2 bbox=[629, 1231, 773, 1252]
divider bbox=[783, 1647, 946, 1650]
ad-text: AT bbox=[859, 1597, 870, 1608]
paragraph: Mr Maslin moved the proposition standing in his name—"That by-laws Nos. 1 and 2 be amended, and Nos. 3 to 10 be made." bbox=[170, 282, 313, 328]
paragraph: Mr Baker said that could not be done, as the law required the sections to be put up by auction, but it will not that they might be included. bbox=[476, 1279, 619, 1325]
paragraph: Mr Edgeler proceeded to talk about the hardships which would be inflicted on some. He wished Mr Baker to understand he was a Town Commissioner, and would insist on a bridge being built. (Laughter). bbox=[476, 1839, 619, 1908]
ad-text: BEFORE Purchasing elsewhere please INSPECT bbox=[798, 1509, 931, 1530]
result-row: Huntingtower 1 bbox=[629, 2074, 773, 2085]
subheading: OVERSEER'S REPORT. bbox=[196, 1857, 287, 1867]
paragraph: It was decided to give notice to all persons having a nuisance on their premises to abate the same, or the Board will do so at their expense. bbox=[170, 1374, 313, 1420]
paragraph: About 500 people left Wellington for Carterton to attend the Wairarapa Agricultural and Pastoral Show. bbox=[783, 499, 946, 533]
ad-text: Which are marked at PRICES that DEFY COMPETITION. bbox=[793, 910, 935, 931]
ad-name: A. MAXWELL'S bbox=[807, 1530, 922, 1548]
signature: "K. F. Gray, bbox=[400, 688, 446, 699]
paragraph: "To the Chairman and Members. bbox=[179, 541, 302, 552]
result-row: Tornado 3 bbox=[629, 2001, 773, 2012]
subheading: DAVEY STREET. bbox=[361, 1098, 428, 1108]
article-heading: VICTORIA RACING CLUB'S SPRING MEETING. bbox=[632, 936, 770, 958]
